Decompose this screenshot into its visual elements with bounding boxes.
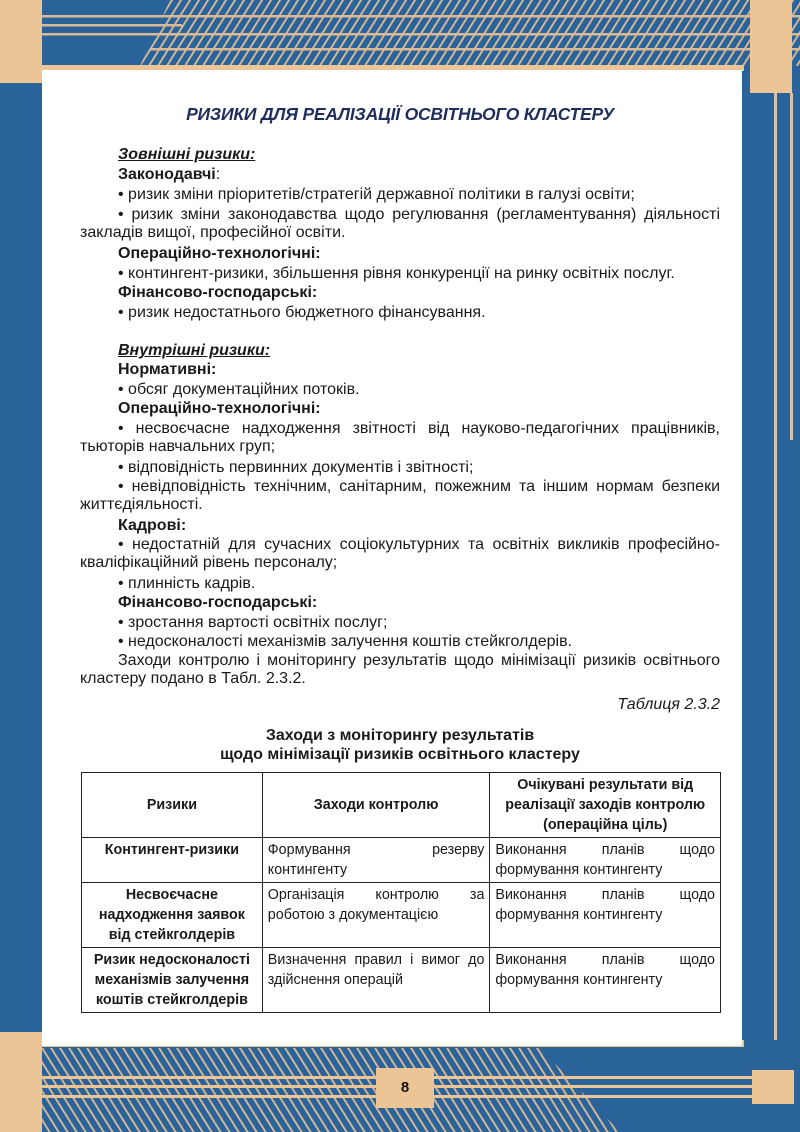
group-label-normative: Нормативні:: [118, 361, 217, 378]
bottom-right-corner-block: [752, 1070, 794, 1104]
list-item: • зростання вартості освітніх послуг;: [118, 614, 388, 631]
list-item: • плинність кадрів.: [118, 575, 256, 592]
header-risks: Ризики: [82, 773, 263, 838]
group-label-financial: Фінансово-господарські:: [118, 284, 318, 301]
group-label-operational: Операційно-технологічні:: [118, 245, 321, 262]
list-item: • відповідність первинних документів і звітності;: [118, 459, 474, 476]
cell-result: Виконання планів щодо формування контингенту: [490, 883, 721, 948]
right-vertical-line-2: [790, 93, 793, 440]
cell-risk: Ризик недосконалості механізмів залучення коштів стейкголдерів: [82, 948, 263, 1013]
cell-control: Визначення правил і вимог до здійснення операцій: [262, 948, 490, 1013]
page-number: 8: [376, 1068, 434, 1108]
table-title-line-1: Заходи з моніторингу результатів: [265, 727, 535, 744]
risk-monitoring-table: [81, 772, 721, 1013]
header-control-measures: Заходи контролю: [262, 773, 490, 838]
list-item: • недосконалості механізмів залучення коштів стейкголдерів.: [118, 633, 573, 650]
table-row: [82, 883, 721, 948]
page-title: РИЗИКИ ДЛЯ РЕАЛІЗАЦІЇ ОСВІТНЬОГО КЛАСТЕРУ: [186, 104, 614, 124]
list-item: • несвоєчасне надходження звітності від науково-педагогічних працівників, тьюторів навчальних груп;: [80, 420, 720, 455]
table-row: [82, 948, 721, 1013]
top-right-corner-block: [750, 0, 792, 93]
cell-result: Виконання планів щодо формування контингенту: [490, 838, 721, 883]
list-item: • ризик зміни законодавства щодо регулювання (регламентування) діяльності закладів вищої, професійної освіти.: [80, 206, 720, 241]
table-header-row: [82, 773, 721, 838]
list-item: • ризик недостатнього бюджетного фінансування.: [118, 304, 486, 321]
list-item: • недостатній для сучасних соціокультурних та освітніх викликів професійно-кваліфікаційний рівень персоналу;: [80, 536, 720, 571]
cell-control: Формування резерву контингенту: [262, 838, 490, 883]
cell-result: Виконання планів щодо формування контингенту: [490, 948, 721, 1013]
right-vertical-line-1: [774, 93, 777, 1073]
cell-risk: Контингент-ризики: [82, 838, 263, 883]
cell-control: Організація контролю за роботою з документацією: [262, 883, 490, 948]
bottom-left-corner-block: [0, 1032, 42, 1132]
list-item: • обсяг документаційних потоків.: [118, 381, 360, 398]
group-label-text: Законодавчі: [118, 166, 216, 183]
group-label-personnel: Кадрові:: [118, 517, 187, 534]
list-item: • невідповідність технічним, санітарним, пожежним та іншим нормам безпеки життєдіяльності.: [80, 478, 720, 513]
table-row: [82, 838, 721, 883]
table-caption: Таблиця 2.3.2: [617, 696, 720, 713]
table-title-line-2: щодо мінімізації ризиків освітнього кластеру: [220, 746, 580, 763]
top-left-corner-block: [0, 0, 42, 83]
group-label-legislative: [118, 166, 220, 184]
group-label-suffix: :: [215, 166, 221, 183]
list-item: • контингент-ризики, збільшення рівня конкуренції на ринку освітніх послуг.: [118, 265, 675, 282]
group-label-operational: Операційно-технологічні:: [118, 400, 321, 417]
closing-paragraph: Заходи контролю і моніторингу результатів щодо мінімізації ризиків освітнього кластеру подано в Табл. 2.3.2.: [80, 652, 720, 687]
cell-risk: Несвоєчасне надходження заявок від стейкголдерів: [82, 883, 263, 948]
list-item: • ризик зміни пріоритетів/стратегій державної політики в галузі освіти;: [118, 186, 635, 203]
group-label-financial: Фінансово-господарські:: [118, 594, 318, 611]
header-expected-results: Очікувані результати від реалізації заходів контролю (операційна ціль): [490, 773, 721, 838]
top-stripe-decoration: [0, 0, 800, 72]
external-risks-heading: Зовнішні ризики:: [118, 146, 256, 163]
internal-risks-heading: Внутрішні ризики:: [118, 342, 271, 359]
